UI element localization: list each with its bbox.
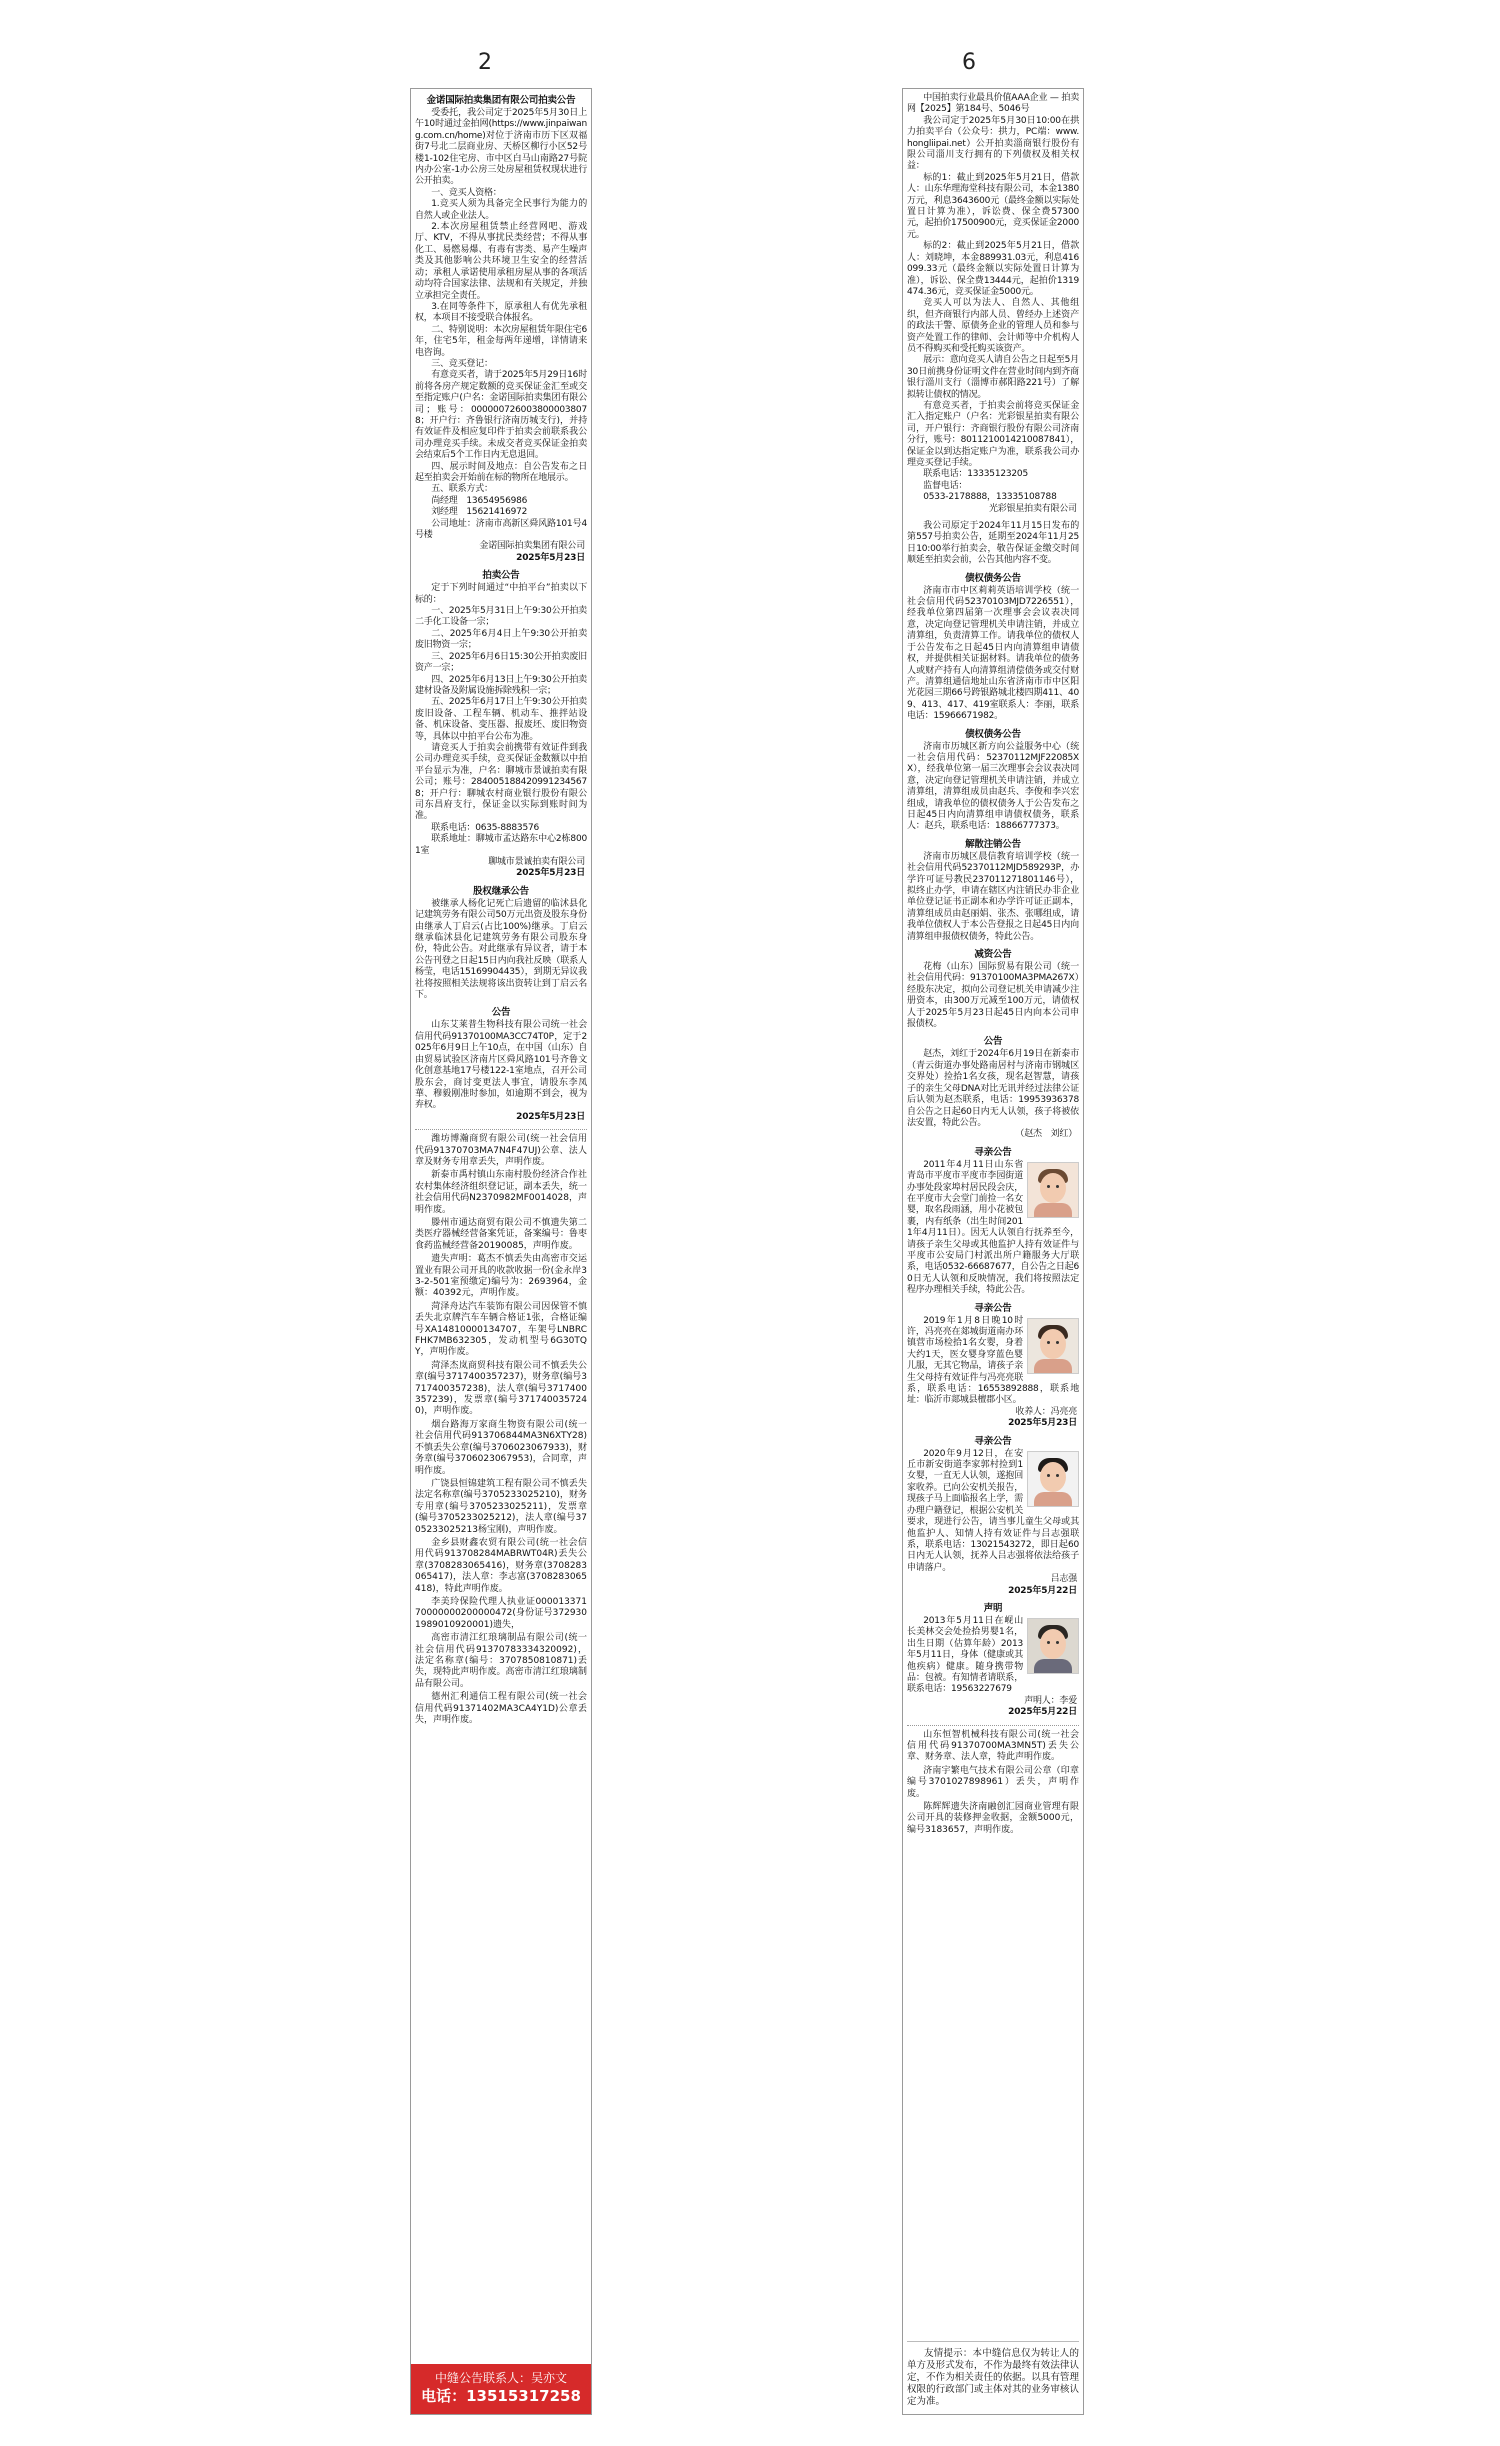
notice-title: 公告 bbox=[983, 1036, 1003, 1048]
right-announcement-column bbox=[902, 88, 1084, 2415]
page-number-right: 6 bbox=[962, 50, 976, 75]
notice-paragraph: 定于下列时间通过“中拍平台”拍卖以下标的： bbox=[415, 583, 587, 605]
child-photo bbox=[1027, 1451, 1079, 1507]
notice-paragraph: 1.竞买人须为具备完全民事行为能力的自然人或企业法人。 bbox=[415, 199, 587, 221]
contact-label: 中缝公告联系人：吴亦文 bbox=[434, 2371, 567, 2385]
notice-title: 寻亲公告 bbox=[974, 1435, 1012, 1447]
notice-paragraph: 四、2025年6月13日上午9:30公开拍卖建材设备及附属设施拆除残积一宗； bbox=[415, 674, 587, 696]
notice-paragraph: 联系地址：聊城市孟达路东中心2栋8001室 bbox=[415, 834, 587, 856]
left-announcement-column bbox=[410, 88, 592, 2415]
missing-person-notice bbox=[907, 1436, 1079, 1597]
contact-box bbox=[411, 2364, 591, 2414]
notice-block bbox=[907, 729, 1079, 833]
left-lost-items bbox=[415, 1134, 587, 1726]
notice-paragraph: 2011年4月11日山东省青岛市平度市平度市李园街道办事处段家埠村居民段会庆，在平度市大会堂门前捡一名女婴，取名段雨涵，用小花被包裹，内有纸条（出生时间2011年4月11日）。因无人认领自行抚养至今，请孩子亲生父母或其他监护人持有效证件与平度市公安局门村派出所户籍服务大厅联系，电话0532-66687677，自公告之日起60日无人认领和反映情况，我们将按照法定程序办理相关手续，特此公告。 bbox=[907, 1159, 1079, 1296]
notice-paragraph: 赵杰，刘红于2024年6月19日在新泰市（青云街道办事处路南居村与济南市钢城区交界处）捡拾1名女孩，现名赵智慧，请孩子的亲生父母DNA对比无讯并经过法律公证后认领为赵杰联系，电话：19953936378自公告之日起60日内无人认领，孩子将被依法安置，特此公告。 bbox=[907, 1049, 1079, 1128]
notice-paragraph: 被继承人杨化记死亡后遗留的临沭县化记建筑劳务有限公司50万元出资及股东身份由继承人丁启云(占比100%)继承。丁启云继承临沭县化记建筑劳务有限公司股东身份，特此公告。对此继承有异议者，请于本公告刊登之日起15日内向我社反映（联系人杨莹，电话15169904435），到期无异议我社将按照相关法规将该出资转让到丁启云名下。 bbox=[415, 898, 587, 1001]
child-photo bbox=[1027, 1618, 1079, 1674]
page-number-left: 2 bbox=[478, 50, 492, 75]
notice-date: 2025年5月23日 bbox=[516, 1111, 585, 1122]
notice-block bbox=[907, 1036, 1079, 1140]
notice-paragraph: 五、2025年6月17日上午9:30公开拍卖废旧设备、工程车辆、机动车、推拌站设备、机床设备、变压器、报废坯、废旧物资等，具体以中拍平台公布为准。 bbox=[415, 697, 587, 742]
notice-paragraph: 三、竞买登记： bbox=[431, 358, 493, 369]
notice-block bbox=[907, 93, 1079, 515]
notice-title: 寻亲公告 bbox=[974, 1302, 1012, 1314]
notice-title: 解散注销公告 bbox=[965, 838, 1021, 850]
notice-paragraph: 山东艾莱普生物科技有限公司统一社会信用代码91370100MA3CC74T0P，定于2025年6月9日上午10点，在中国（山东）自由贸易试验区济南片区舜风路101号齐鲁文化创意基地17号楼122-1室地点，召开公司股东会，商讨变更法人事宜，请股东李凤華、穆毅刚准时参加，如逾期不到会，视为弃权。 bbox=[415, 1020, 587, 1111]
lost-item-notice: 菏泽舟达汽车装饰有限公司因保管不慎丢失北京牌汽车车辆合格证1张，合格证编号XA14810000134707，车架号LNBRCFHK7MB632305，发动机型号6G30TQY，声明作废。 bbox=[415, 1301, 587, 1358]
notice-signature: 声明人：李爱 bbox=[1024, 1695, 1077, 1706]
notice-date: 2025年5月23日 bbox=[516, 552, 585, 563]
notice-paragraph: 请竞买人于拍卖会前携带有效证件到我公司办理竞买手续，竞买保证金数额以中拍平台显示为准，户名：聊城市景诚拍卖有限公司；账号：2840051884209912345678；开户行：聊城农村商业银行股份有限公司东昌府支行，保证金以实际到账时间为准。 bbox=[415, 742, 587, 822]
notice-paragraph: 2013年5月11日在岘山长美林交会处捡拾男婴1名，出生日期（估算年龄）2013年5月11日，身体（健康或其他疾病）健康。随身携带物品：包被。有知情者请联系，联系电话：19563227679 bbox=[907, 1615, 1023, 1695]
notice-paragraph: 联系电话：0635-8883576 bbox=[431, 822, 540, 833]
notice-paragraph: 有意竞买者，于拍卖会前将竞买保证金汇入指定账户（户名：光彩银星拍卖有限公司，开户银行：齐商银行股份有限公司济南分行，账号：8011210014210087841），保证金以到达指定账户为准，联系我公司办理竞买登记手续。 bbox=[907, 400, 1079, 468]
notice-signature: 吕志强 bbox=[1050, 1574, 1077, 1585]
notice-block bbox=[907, 573, 1079, 723]
right-notices bbox=[907, 93, 1079, 1141]
left-notices bbox=[415, 95, 587, 1123]
notice-paragraph: 四、展示时间及地点：自公告发布之日起至拍卖会开始前在标的物所在地展示。 bbox=[415, 461, 587, 483]
missing-person-notice bbox=[907, 1603, 1079, 1719]
divider bbox=[415, 1129, 587, 1130]
contact-phone: 电话：13515317258 bbox=[421, 2387, 581, 2405]
notice-paragraph: 一、2025年5月31日上午9:30公开拍卖二手化工设备一宗； bbox=[415, 606, 587, 628]
notice-paragraph: 2020年9月12日，在安丘市新安街道李家郭村捡到1女婴，一直无人认领，遂抱回家收养。已向公安机关报告，现孩子马上面临报名上学，需办理户籍登记，根据公安机关要求，现进行公告，请当事儿童生父母或其他监护人、知情人持有效证件与吕志强联系，联系电话：13021543272，即日起60日内无人认领，抚养人吕志强将依法给孩子申请落户。 bbox=[907, 1448, 1079, 1573]
notice-title: 金诺国际拍卖集团有限公司拍卖公告 bbox=[426, 95, 576, 106]
missing-person-notice bbox=[907, 1147, 1079, 1297]
lost-item-notice: 菏泽杰岚商贸科技有限公司不慎丢失公章(编号3717400357237)，财务章(编号3717400357238)，法人章(编号3717400357239)，发票章(编号3717400357240)，声明作废。 bbox=[415, 1360, 587, 1417]
notice-paragraph: 我公司原定于2024年11月15日发布的第557号拍卖公告，延期至2024年11月25日10:00举行拍卖会，敬告保证金缴交时间顺延至拍卖会前，公告其他内容不变。 bbox=[907, 521, 1079, 566]
notice-signature: 聊城市景诚拍卖有限公司 bbox=[488, 857, 585, 867]
lost-item-notice: 德州汇利通信工程有限公司(统一社会信用代码91371402MA3CA4Y1D)公章丢失，声明作废。 bbox=[415, 1692, 587, 1726]
divider bbox=[907, 1725, 1079, 1726]
notice-paragraph: 标的1：截止到2025年5月21日，借款人：山东华理海堂科技有限公司，本金1380万元，利息3643600元（最终金额以实际处置日计算为准），诉讼费、保全费57300元，起拍价17500900元，竞买保证金2000元。 bbox=[907, 172, 1079, 240]
notice-paragraph: 有意竞买者，请于2025年5月29日16时前将各房产规定数额的竞买保证金汇至或交至指定账户(户名：金诺国际拍卖集团有限公司；账号：0000007260038000038078；开户行：齐鲁银行济南历城支行)，并持有效证件及相应复印件于拍卖会前联系我公司办理竞买手续。未成交者竞买保证金拍卖会结束后5个工作日内无息退回。 bbox=[415, 370, 587, 461]
notice-date: 2025年5月22日 bbox=[1008, 1707, 1077, 1718]
notice-paragraph: 展示：意向竞买人请自公告之日起至5月30日前携身份证明文件在营业时间内到齐商银行淄川支行（淄博市郝阳路221号）了解拟转让债权的情况。 bbox=[907, 355, 1079, 400]
lost-item-notice: 李美玲保险代理人执业证00001337170000000200000472(身份证号3729301989010920001)遗失， bbox=[415, 1596, 587, 1630]
lost-item-notice: 济南宇繁电气技术有限公司公章（印章编号3701027898961）丢失，声明作废。 bbox=[907, 1765, 1079, 1799]
notice-paragraph: 二、特别说明：本次房屋租赁年限住宅6年，住宅5年，租金每两年递增，详情请来电咨询。 bbox=[415, 324, 587, 358]
notice-paragraph: 济南市历城区新方向公益服务中心（统一社会信用代码：52370112MJF22085XX），经我单位第一届三次理事会会议表决同意，决定向登记管理机关申请注销，并成立清算组，清算组成员由赵兵、李俊和李兴宏组成，请我单位的债权债务人于公告发布之日起45日内向清算组申请债权债务，联系人：赵兵，联系电话：18866777373。 bbox=[907, 741, 1079, 832]
lost-item-notice: 遗失声明：葛杰不慎丢失由高密市交运置业有限公司开具的收款收据一份(金永岸33-2-501室预缴定)编号为：2693964，金额：40392元，声明作废。 bbox=[415, 1254, 587, 1299]
right-lost-items bbox=[907, 1730, 1079, 1837]
notice-date: 2025年5月23日 bbox=[1008, 1418, 1077, 1429]
notice-paragraph: 联系电话：13335123205 bbox=[923, 469, 1028, 480]
notice-paragraph: 0533-2178888，13335108788 bbox=[923, 492, 1057, 503]
notice-paragraph: 2.本次房屋租赁禁止经营网吧、游戏厅、KTV，不得从事扰民类经营；不得从事化工、易燃易爆、有毒有害类、易产生噪声类及其他影响公共环境卫生安全的经营活动；承租人承诺使用承租房屋从事的各项活动均符合国家法律、法规和有关规定，并独立承担完全责任。 bbox=[415, 222, 587, 301]
notice-paragraph: 中国拍卖行业最具价值AAA企业 — 拍卖网【2025】第184号、5046号 bbox=[907, 93, 1079, 115]
notice-title: 公告 bbox=[491, 1007, 511, 1019]
lost-item-notice: 烟台路海万家商生物资有限公司(统一社会信用代码913706844MA3N6XTY28)不慎丢失公章(编号3706023067933)，财务章(编号3706023067953)，合同章，声明作废。 bbox=[415, 1419, 587, 1476]
notice-block bbox=[907, 839, 1079, 943]
notice-block bbox=[415, 1007, 587, 1123]
notice-title: 债权债务公告 bbox=[965, 572, 1021, 584]
missing-person-notice bbox=[907, 1303, 1079, 1430]
lost-item-notice: 滕州市通达商贸有限公司不慎遗失第二类医疗器械经营备案凭证，备案编号：鲁枣食药监械经营备20190085，声明作废。 bbox=[415, 1217, 587, 1251]
notice-paragraph: 一、竞买人资格： bbox=[431, 187, 502, 198]
notice-paragraph: 济南市历城区晨信教育培训学校（统一社会信用代码52370112MJD589293P，办学许可证号教民237011271801146号），拟终止办学，申请在辖区内注销民办非企业单位登记证书正副本和办学许可证正副本，清算组成员由赵丽娟、张杰、张哪组成，请我单位债权人于本公告登报之日起45日内向清算组申报债权债务，特此公告。 bbox=[907, 851, 1079, 942]
notice-paragraph: 监督电话： bbox=[923, 480, 968, 491]
notice-paragraph: 标的2：截止到2025年5月21日，借款人：刘晓坤，本金889931.03元，利息416099.33元（最终金额以实际处置日计算为准），诉讼、保全费13444元，起拍价1319474.36元，竞买保证金5000元。 bbox=[907, 241, 1079, 297]
lost-item-notice: 金乡县财鑫农贸有限公司(统一社会信用代码913708284MABRWT04R)丢失公章(3708283065416)，财务章(3708283065417)，法人章：李志富(3708283065418)，特此声明作废。 bbox=[415, 1537, 587, 1594]
notice-block bbox=[907, 521, 1079, 567]
lost-item-notice: 新泰市禹村镇山东南村股份经济合作社农村集体经济组织登记证，副本丢失，统一社会信用代码N2370982MF0014028，声明作废。 bbox=[415, 1170, 587, 1215]
notice-paragraph: 尚经理 13654956986 bbox=[431, 495, 528, 506]
notice-block bbox=[415, 570, 587, 880]
notice-paragraph: 2019年1月8日晚10时许，冯亮亮在郯城街道南办环镇营市场检拾1名女婴，身着大约1天，医女婴身穿蓝色婴儿服，无其它物品，请孩子亲生父母持有效证件与冯亮亮联系，联系电话：16553892888，联系地址：临沂市郯城县檀郡小区。 bbox=[907, 1315, 1079, 1406]
notice-paragraph: 公司地址：济南市高新区舜风路101号4号楼 bbox=[415, 518, 587, 541]
notice-signature: 光彩银星拍卖有限公司 bbox=[988, 503, 1077, 514]
notice-paragraph: 3.在同等条件下，原承租人有优先承租权，本项目不接受联合体报名。 bbox=[415, 301, 587, 324]
disclaimer: 友情提示：本中缝信息仅为转让人的单方及形式发布，不作为最终有效法律认定，不作为相关责任的依据。以具有管理权限的行政部门或主体对其的业务审核认定为准。 bbox=[907, 2341, 1079, 2408]
notice-title: 减资公告 bbox=[974, 949, 1012, 961]
right-missing-persons bbox=[907, 1147, 1079, 1719]
lost-item-notice: 广饶县恒锦建筑工程有限公司不慎丢失法定名称章(编号3705233025210)，财务专用章(编号3705233025211)，发票章(编号3705233025212)，法人章(编号3705233025213杨宝刚)，声明作废。 bbox=[415, 1478, 587, 1535]
notice-title: 拍卖公告 bbox=[482, 570, 520, 582]
notice-paragraph: 我公司定于2025年5月30日10:00在拱力拍卖平台（公众号：拱力，PC端：www.hongliipai.net）公开拍卖淄商银行股份有限公司淄川支行拥有的下列债权及相关权益： bbox=[907, 115, 1079, 172]
lost-item-notice: 山东恒智机械科技有限公司(统一社会信用代码91370700MA3MN5T)丢失公章、财务章、法人章，特此声明作废。 bbox=[907, 1729, 1079, 1763]
notice-signature: 金诺国际拍卖集团有限公司 bbox=[479, 541, 585, 552]
child-photo bbox=[1027, 1318, 1079, 1374]
notice-paragraph: 竞买人可以为法人、自然人、其他组织，但齐商银行内部人员、曾经办上述资产的政法干警、原债务企业的管理人员和参与资产处置工作的律师、会计师等中介机构人员不得购买和受托购买该资产。 bbox=[907, 298, 1079, 354]
lost-item-notice: 陈辉辉遗失济南融创汇园商业管理有限公司开具的装修押金收据，金额5000元，编号3183657，声明作废。 bbox=[907, 1802, 1079, 1835]
notice-paragraph: 二、2025年6月4日上午9:30公开拍卖废旧物资一宗； bbox=[415, 628, 587, 651]
notice-paragraph: 五、联系方式： bbox=[431, 484, 493, 495]
notice-paragraph: 花梅（山东）国际贸易有限公司（统一社会信用代码：91370100MA3PMA267X）经股东决定，拟向公司登记机关申请减少注册资本，由300万元减至100万元，请债权人于2025年5月23日起45日内向本公司申报债权。 bbox=[907, 962, 1079, 1030]
notice-title: 声明 bbox=[983, 1602, 1003, 1614]
notice-block bbox=[415, 886, 587, 1002]
lost-item-notice: 高密市清江红琅璃制品有限公司(统一社会信用代码91370783334320092)，法定名称章(编号：3707850810871)丢失，现特此声明作废。高密市清江红琅璃制品有限公司。 bbox=[415, 1633, 587, 1689]
notice-block bbox=[907, 949, 1079, 1030]
notice-date: 2025年5月23日 bbox=[516, 868, 585, 879]
notice-title: 股权继承公告 bbox=[473, 885, 529, 897]
notice-title: 寻亲公告 bbox=[974, 1146, 1012, 1158]
child-photo bbox=[1027, 1162, 1079, 1218]
notice-title: 债权债务公告 bbox=[965, 728, 1021, 740]
notice-signature: 收养人：冯亮亮 bbox=[1015, 1406, 1077, 1417]
lost-item-notice: 潍坊博瀚商贸有限公司(统一社会信用代码91370703MA7N4F47UJ)公章、法人章及财务专用章丢失，声明作废。 bbox=[415, 1134, 587, 1167]
notice-paragraph: 受委托，我公司定于2025年5月30日上午10时通过金拍网(https://www.jinpaiwang.com.cn/home)对位于济南市历下区双福街7号北二层商业房、天桥区柳行小区52号楼1-102住宅房、市中区白马山南路27号院内办公室-1办公房三处房屋租赁权现状进行公开拍卖。 bbox=[415, 108, 587, 187]
notice-signature: （赵杰 刘红） bbox=[1015, 1129, 1077, 1140]
notice-paragraph: 刘经理 15621416972 bbox=[431, 507, 528, 518]
notice-date: 2025年5月22日 bbox=[1008, 1585, 1077, 1596]
notice-paragraph: 济南市市中区莉莉英语培训学校（统一社会信用代码52370103MJD7226551），经我单位第四届第一次理事会会议表决同意，决定向登记管理机关申请注销，并成立清算组，负责清算工作。请我单位的债权人于公告发布之日起45日内向清算组申请债权，并提供相关证据材料。请我单位的债务人或财产持有人向清算组清偿债务或交付财产。清算组通信地址山东省济南市市中区阳光花园三期66号跨银路城北楼四期411、409、413、417、419室联系人：李丽，联系电话：15966671982。 bbox=[907, 585, 1079, 722]
notice-paragraph: 三、2025年6月6日15:30公开拍卖废旧资产一宗； bbox=[415, 651, 587, 674]
notice-block bbox=[415, 95, 587, 564]
